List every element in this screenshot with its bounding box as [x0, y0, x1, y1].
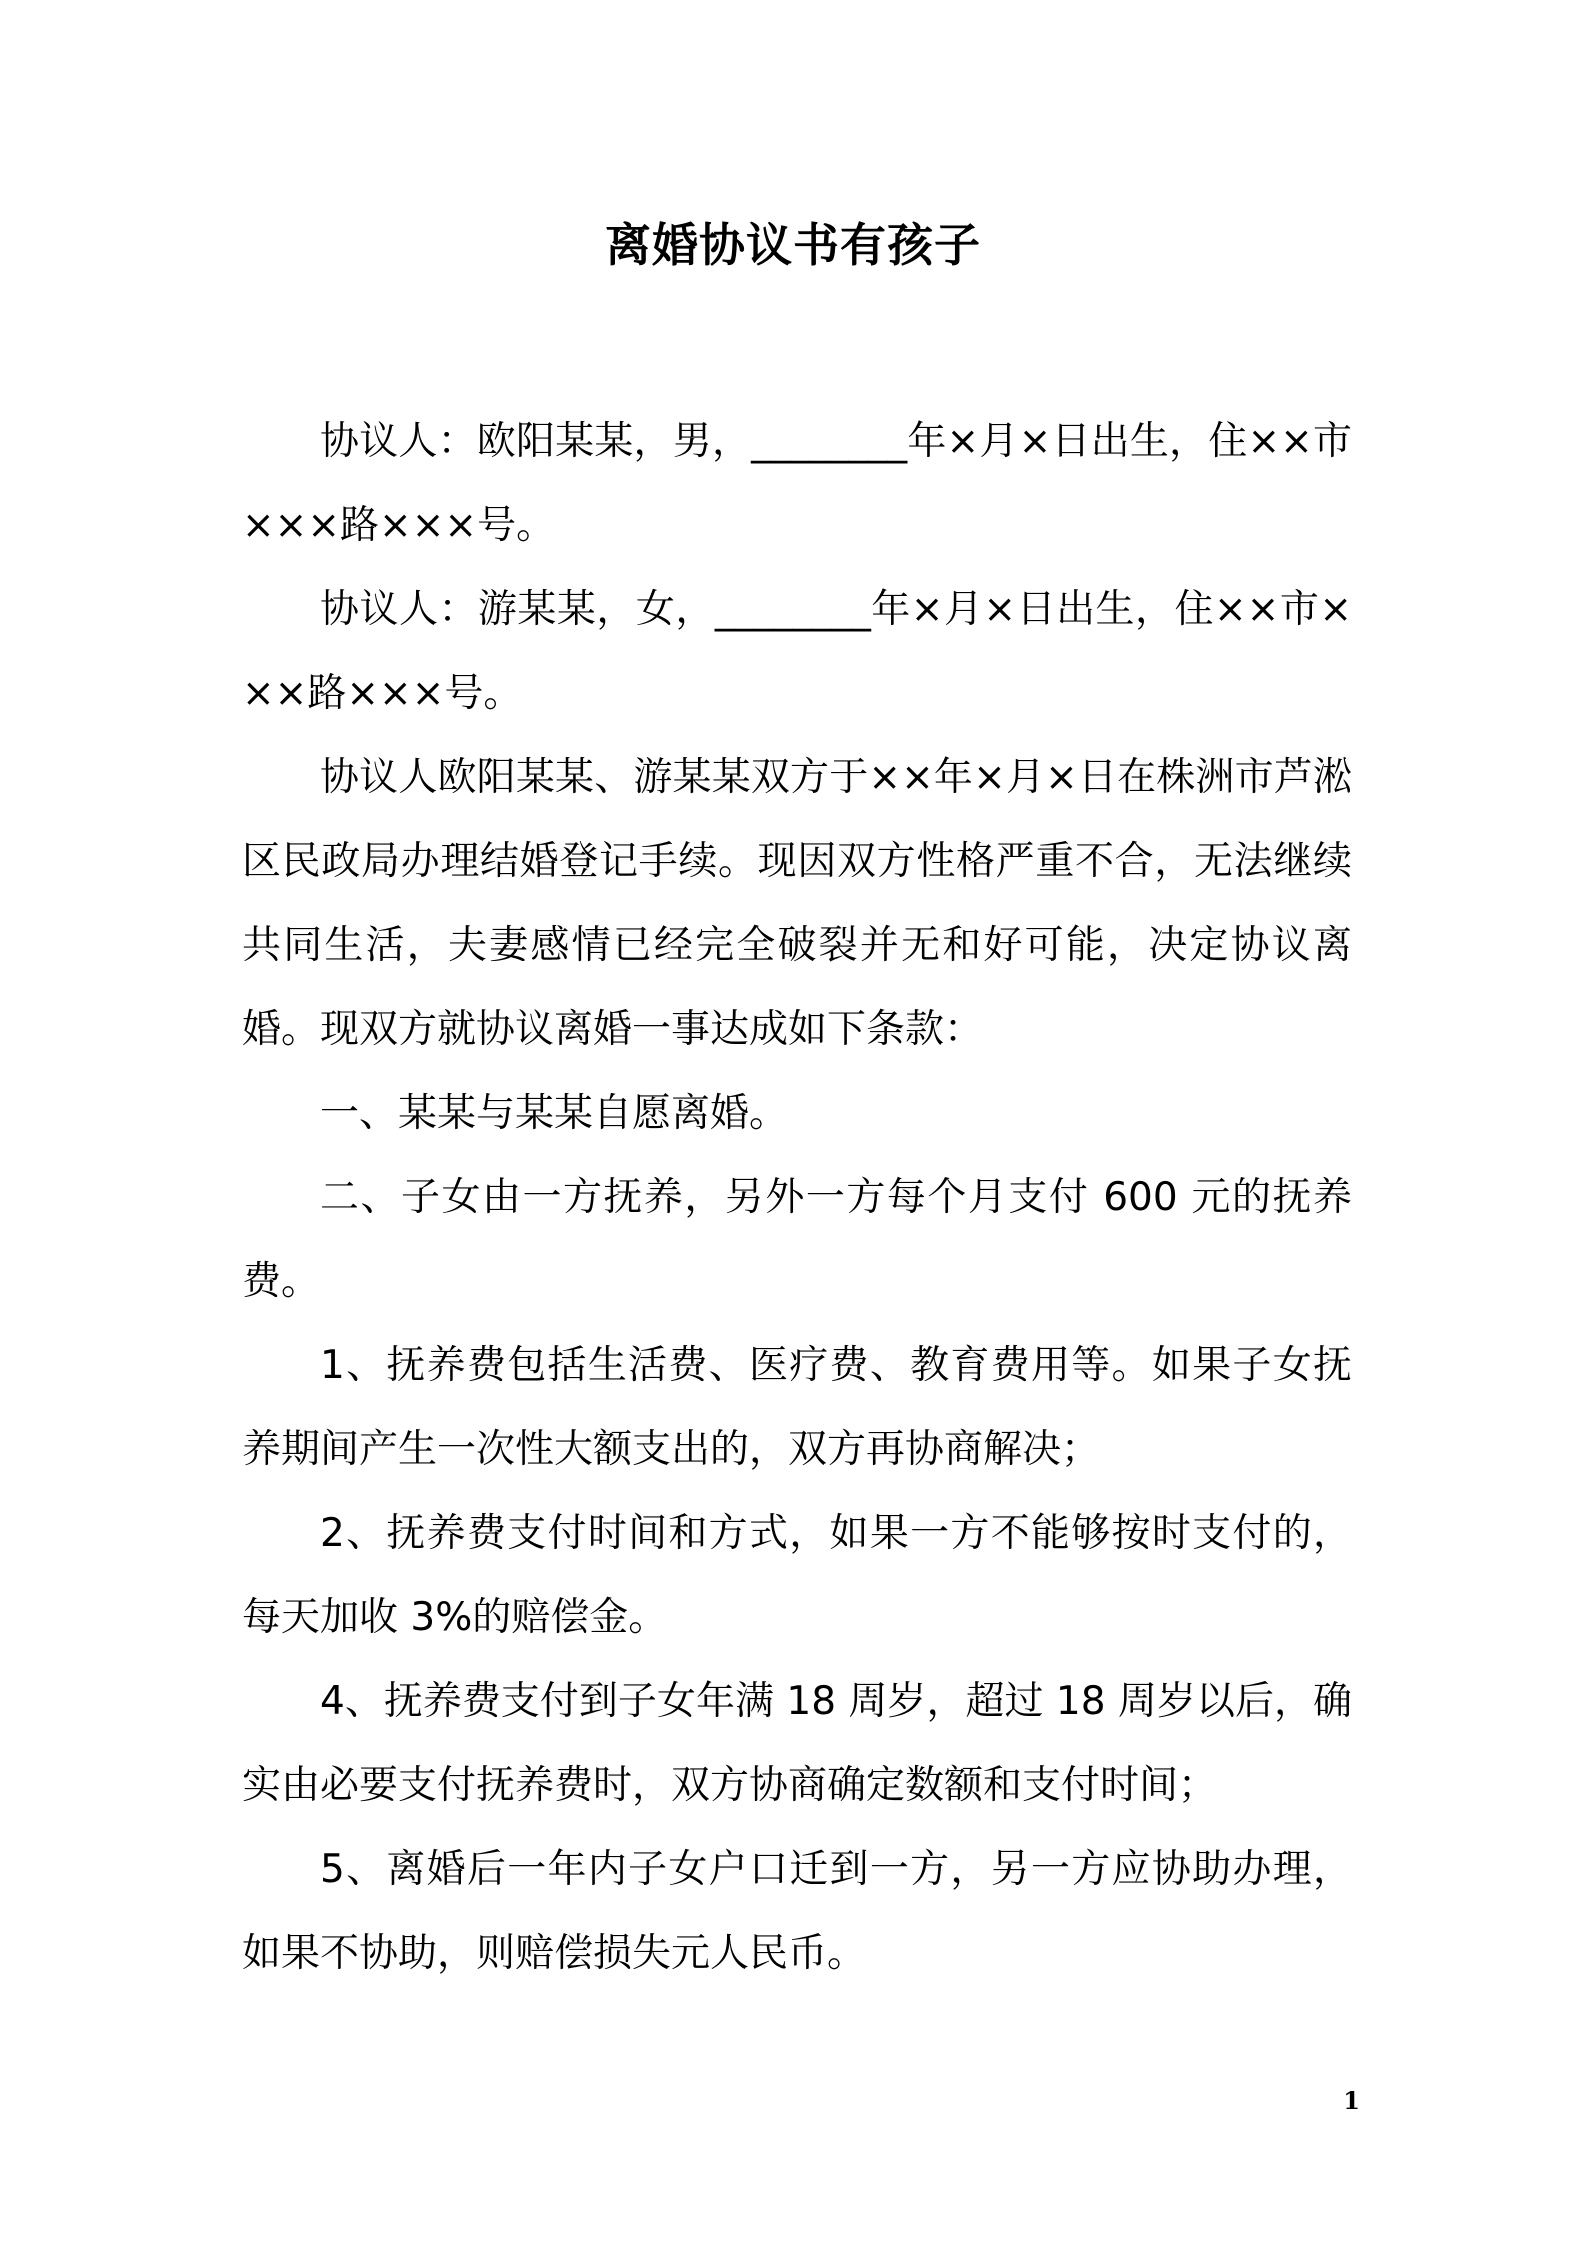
page-number: 1: [1343, 2086, 1360, 2115]
document-body: [242, 400, 1352, 1996]
subclause-2: 2、抚养费支付时间和方式，如果一方不能够按时支付的，每天加收 3%的赔偿金。: [242, 1511, 1352, 1640]
paragraph-background: 协议人欧阳某某、游某某双方于××年×月×日在株洲市芦淞区民政局办理结婚登记手续。现因双方性格严重不合，无法继续共同生活，夫妻感情已经完全破裂并无和好可能，决定协议离婚。现双方就协议离婚一事达成如下条款：: [242, 755, 1352, 1052]
subclause-4: 4、抚养费支付到子女年满 18 周岁，超过 18 周岁以后，确实由必要支付抚养费时，双方协商确定数额和支付时间；: [242, 1679, 1352, 1808]
clause-2: 二、子女由一方抚养，另外一方每个月支付 600 元的抚养费。: [242, 1175, 1352, 1304]
clause-1: 一、某某与某某自愿离婚。: [320, 1091, 789, 1136]
paragraph-party-2: 协议人：游某某，女，________年×月×日出生，住××市×××路×××号。: [242, 587, 1352, 716]
document-title: 离婚协议书有孩子: [605, 218, 981, 272]
paragraph-party-1: 协议人：欧阳某某，男，________年×月×日出生，住××市×××路×××号。: [242, 419, 1352, 548]
subclause-1: 1、抚养费包括生活费、医疗费、教育费用等。如果子女抚养期间产生一次性大额支出的，双方再协商解决；: [242, 1343, 1352, 1472]
subclause-5: 5、离婚后一年内子女户口迁到一方，另一方应协助办理，如果不协助，则赔偿损失元人民币。: [242, 1847, 1352, 1976]
